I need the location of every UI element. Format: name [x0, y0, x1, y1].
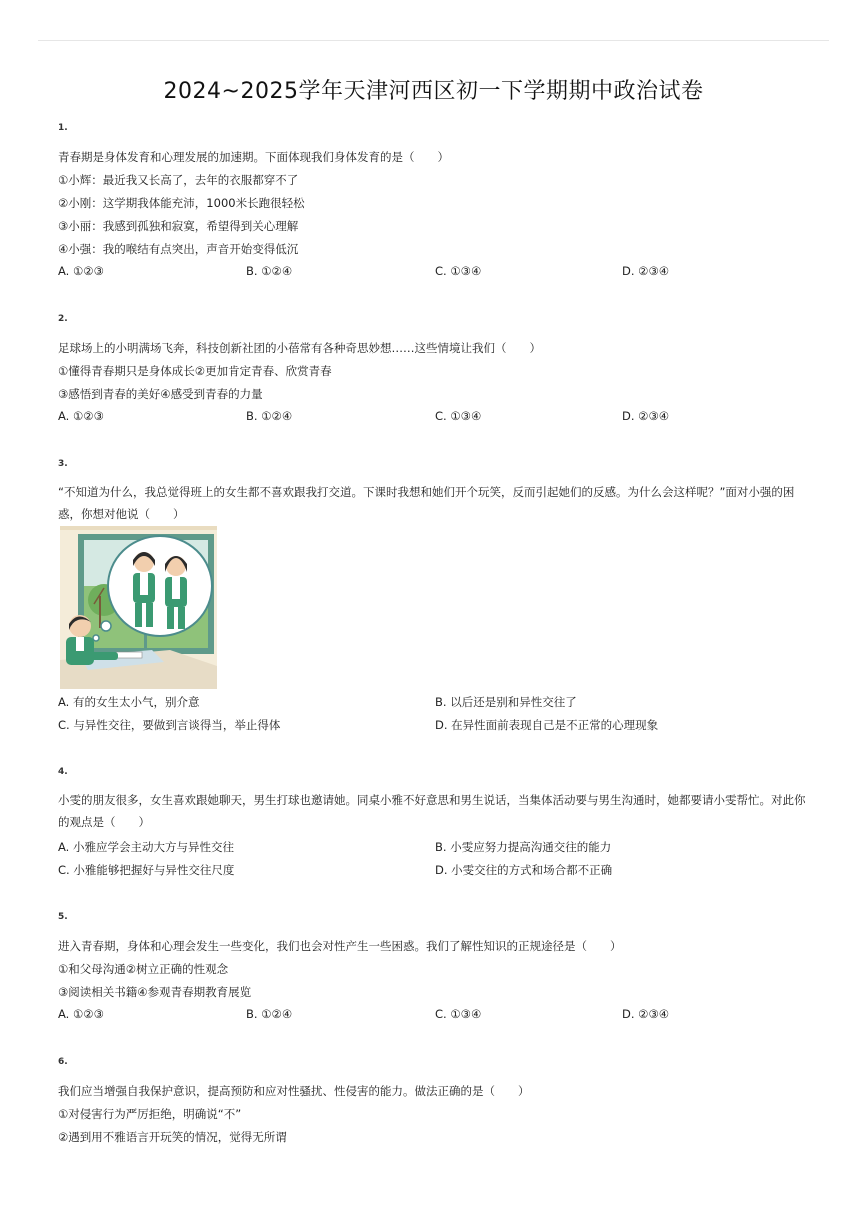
option-c: C. ①③④	[435, 264, 482, 278]
option-d: D. ②③④	[622, 264, 670, 278]
top-divider	[38, 40, 829, 41]
question-number: 1.	[58, 123, 68, 133]
option-c: C. 与异性交往，要做到言谈得当，举止得体	[58, 718, 281, 732]
option-c: C. ①③④	[435, 409, 482, 423]
option-a: A. ①②③	[58, 1007, 104, 1021]
statement-item: ①和父母沟通②树立正确的性观念	[58, 962, 229, 976]
question-stem: 小雯的朋友很多，女生喜欢跟她聊天，男生打球也邀请她。同桌小雅不好意思和男生说话，当集体活动要与男生沟通时，她都要请小雯帮忙。对此你的观点是（ ）	[58, 793, 806, 829]
question-number: 4.	[58, 767, 68, 777]
option-b: B. ①②④	[246, 409, 293, 423]
statement-item: ③小丽：我感到孤独和寂寞，希望得到关心理解	[58, 219, 299, 233]
statement-item: ②小刚：这学期我体能充沛，1000米长跑很轻松	[58, 196, 305, 210]
statement-item: ②遇到用不雅语言开玩笑的情况，觉得无所谓	[58, 1130, 287, 1144]
option-d: D. 在异性面前表现自己是不正常的心理现象	[435, 718, 659, 732]
question-number: 3.	[58, 459, 68, 469]
question-stem: 青春期是身体发育和心理发展的加速期。下面体现我们身体发育的是（ ）	[58, 150, 449, 164]
statement-item: ③感悟到青春的美好④感受到青春的力量	[58, 387, 263, 401]
option-b: B. 以后还是别和异性交往了	[435, 695, 577, 709]
statement-item: ④小强：我的喉结有点突出，声音开始变得低沉	[58, 242, 299, 256]
question-stem: “不知道为什么，我总觉得班上的女生都不喜欢跟我打交道。下课时我想和她们开个玩笑，反而引起她们的反感。为什么会这样呢？”面对小强的困惑，你想对他说（ ）	[58, 485, 795, 521]
question-number: 2.	[58, 314, 68, 324]
option-d: D. ②③④	[622, 1007, 670, 1021]
statement-item: ①小辉：最近我又长高了，去年的衣服都穿不了	[58, 173, 299, 187]
question-stem: 进入青春期，身体和心理会发生一些变化，我们也会对性产生一些困惑。我们了解性知识的正规途径是（ ）	[58, 939, 622, 953]
option-a: A. 小雅应学会主动大方与异性交往	[58, 840, 234, 854]
option-b: B. ①②④	[246, 264, 293, 278]
option-a: A. ①②③	[58, 409, 104, 423]
option-a: A. 有的女生太小气，别介意	[58, 695, 200, 709]
question-number: 5.	[58, 912, 68, 922]
question-number: 6.	[58, 1057, 68, 1067]
option-a: A. ①②③	[58, 264, 104, 278]
option-c: C. ①③④	[435, 1007, 482, 1021]
option-d: D. 小雯交往的方式和场合都不正确	[435, 863, 613, 877]
page-title: 2024~2025学年天津河西区初一下学期期中政治试卷	[163, 79, 704, 104]
statement-item: ③阅读相关书籍④参观青春期教育展览	[58, 985, 252, 999]
statement-item: ①对侵害行为严厉拒绝，明确说“不”	[58, 1107, 242, 1121]
classroom-illustration	[60, 526, 217, 689]
option-c: C. 小雅能够把握好与异性交往尺度	[58, 863, 235, 877]
statement-item: ①懂得青春期只是身体成长②更加肯定青春、欣赏青春	[58, 364, 332, 378]
option-b: B. 小雯应努力提高沟通交往的能力	[435, 840, 612, 854]
question-stem: 足球场上的小明满场飞奔，科技创新社团的小蓓常有各种奇思妙想……这些情境让我们（ ）	[58, 341, 541, 355]
option-b: B. ①②④	[246, 1007, 293, 1021]
option-d: D. ②③④	[622, 409, 670, 423]
question-stem: 我们应当增强自我保护意识，提高预防和应对性骚扰、性侵害的能力。做法正确的是（ ）	[58, 1084, 530, 1098]
